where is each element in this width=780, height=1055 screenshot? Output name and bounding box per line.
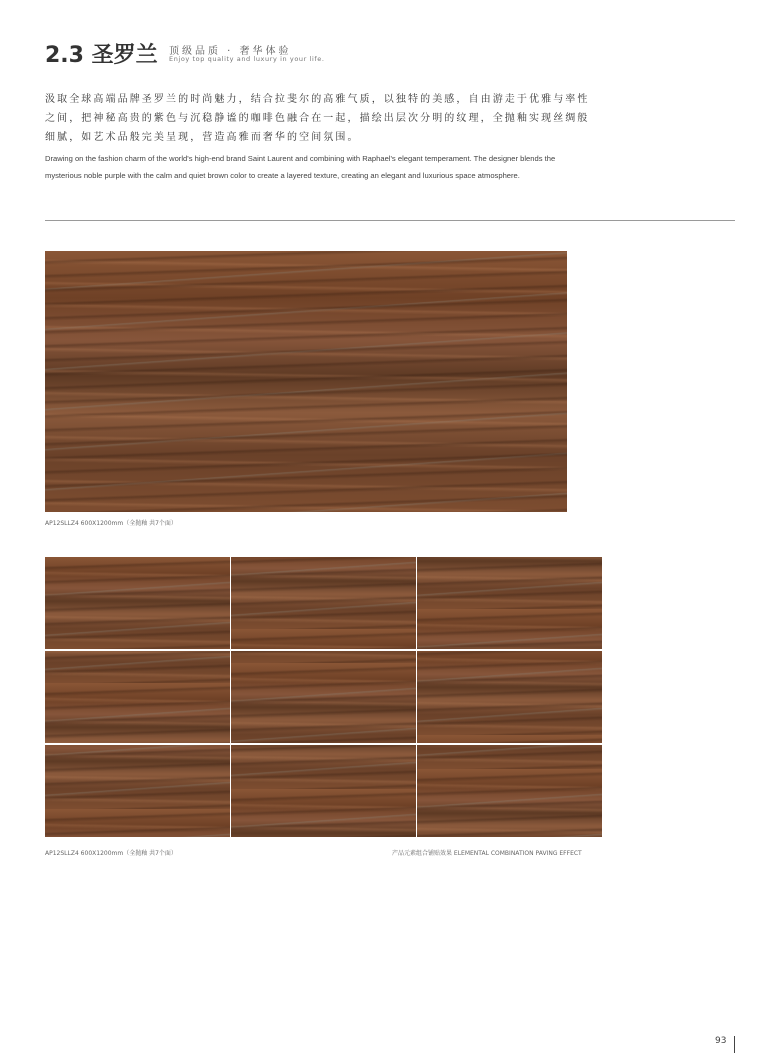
tile-face-7 bbox=[45, 745, 230, 837]
description-en: Drawing on the fashion charm of the world's high-end brand Saint Laurent and combining with Raphael's elegant temperament. The designer blends the mysterious noble purple with the calm and quiet brown color to create a layered texture, creating an elegant and luxurious space atmosphere. bbox=[45, 154, 556, 180]
tile-face-8 bbox=[231, 745, 416, 837]
tile-face-9 bbox=[417, 745, 602, 837]
tile-image-large bbox=[45, 251, 567, 512]
page-number-bar bbox=[734, 1036, 735, 1053]
caption-large: AP12SLLZ4 600X1200mm（全抛釉 共7个面） bbox=[45, 520, 177, 527]
tile-face-6 bbox=[417, 651, 602, 743]
tile-face-1 bbox=[45, 557, 230, 649]
tile-face-4 bbox=[45, 651, 230, 743]
tile-grid bbox=[45, 557, 602, 838]
subtitle-en: Enjoy top quality and luxury in your life. bbox=[169, 55, 325, 63]
subtitle-cn: 顶级品质 · 奢华体验 bbox=[169, 46, 292, 57]
page-number: 93 bbox=[715, 1036, 727, 1046]
tile-face-3 bbox=[417, 557, 602, 649]
description-cn: 汲取全球高端品牌圣罗兰的时尚魅力，结合拉斐尔的高雅气质，以独特的美感，自由游走于优雅与率性之间，把神秘高贵的紫色与沉稳静谧的咖啡色融合在一起，描绘出层次分明的纹理，全抛釉实现丝绸般细腻，如艺术品般完美呈现，营造高雅而奢华的空间氛围。 bbox=[45, 94, 590, 143]
caption-effect: 产品元素组合铺贴效果 ELEMENTAL COMBINATION PAVING EFFECT bbox=[392, 850, 582, 857]
caption-grid: AP12SLLZ4 600X1200mm（全抛釉 共7个面） bbox=[45, 850, 177, 857]
divider bbox=[45, 220, 735, 221]
tile-face-2 bbox=[231, 557, 416, 649]
section-title: 2.3 圣罗兰 bbox=[45, 43, 158, 68]
tile-face-5 bbox=[231, 651, 416, 743]
